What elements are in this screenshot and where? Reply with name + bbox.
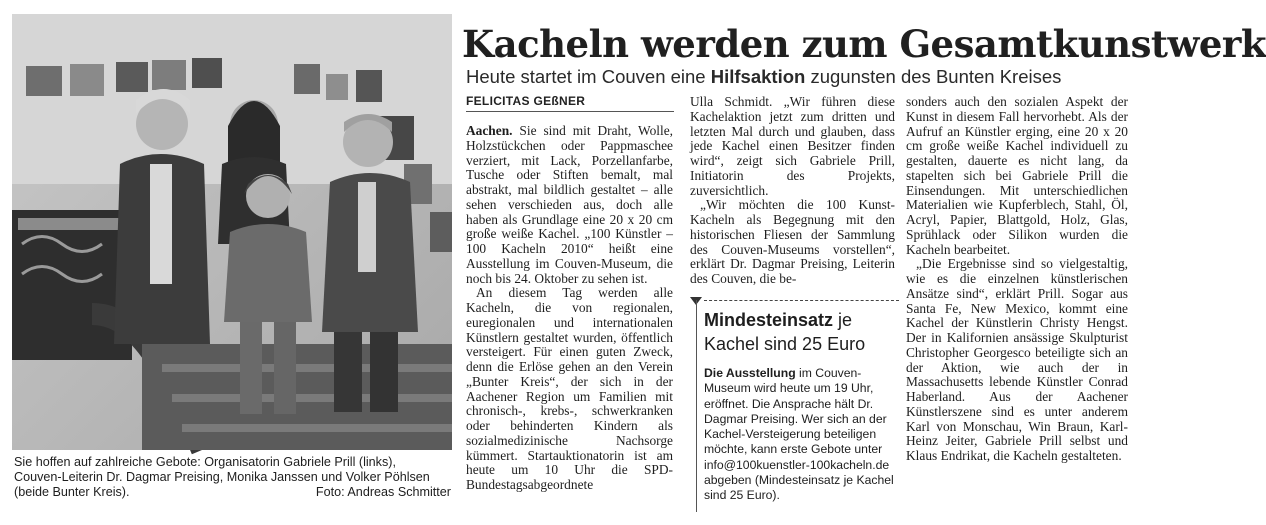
article-column-1 <box>466 124 673 493</box>
paragraph: An diesem Tag werden alle Kacheln, die von regionalen, euregionalen und internationalen Künstlern gestaltet wurden, öffentlich versteigert. Für einen guten Zweck, denn die Erlöse gehen an den Verein „Bunter Kreis“, der sich in der Aachener Region um Familien mit chronisch-, krebs-, schwerkranken oder behinderten Kindern als sozialmedizinische Nachsorge kümmert. Startauktionatorin ist am heute um 10 Uhr die SPD-Bundestagsabgeordnete <box>466 285 673 492</box>
caption-line-end: (beide Bunter Kreis). <box>14 485 130 499</box>
byline-rule <box>466 111 674 112</box>
infobox-heading-rest: je Kachel sind 25 Euro <box>704 310 866 354</box>
photo-illustration <box>12 14 452 450</box>
paragraph-text: Sie sind mit Draht, Wolle, Holzstückchen oder Pappmaschee verziert, mit Lack, Porzellanfarbe, Tusche oder Stiften bemalt, mal abstrakt, mal bildlich gestaltet – alle sehen verschieden aus, doch alle haben als Grundlage eine 20 x 20 cm große weiße Kachel. „100 Künstler – 100 Kacheln 2010“ heißt eine Ausstellung im Couven-Museum, die noch bis 24. Oktober zu sehen ist. <box>466 123 673 286</box>
subhead-post: zugunsten des Bunten Kreises <box>805 66 1062 87</box>
caption-line: Sie hoffen auf zahlreiche Gebote: Organisatorin Gabriele Prill (links), <box>14 455 396 469</box>
photo-credit: Foto: Andreas Schmitter <box>315 485 451 499</box>
dateline: Aachen. <box>466 123 513 138</box>
infobox-rule <box>704 300 899 301</box>
paragraph <box>466 124 673 286</box>
paragraph: Ulla Schmidt. „Wir führen diese Kachelaktion jetzt zum dritten und letzten Mal durch und glauben, dass jede Kachel einen Besitzer finden wird“, zeigt sich Gabriele Prill, Initiatorin des Projekts, zuversichtlich. <box>690 94 895 198</box>
caption-line: Couven-Leiterin Dr. Dagmar Preising, Monika Janssen und Volker Pöhlsen <box>14 470 430 484</box>
subheadline <box>466 66 1131 88</box>
subhead-bold: Hilfsaktion <box>710 66 806 87</box>
subhead-pre: Heute startet im Couven eine <box>466 66 711 87</box>
infobox-heading-bold: Mindesteinsatz <box>704 310 834 330</box>
paragraph: sonders auch den sozialen Aspekt der Kunst in diesem Fall hervorhebt. Als der Aufruf an Künstler erging, eine 20 x 20 cm große weiße Kachel individuell zu gestalten, dauerte es nicht lang, da stapelten sich bei Gabriele Prill die Einsendungen. Mit unterschiedlichen Materialien wie Kupferblech, Stahl, Öl, Acryl, Papier, Blattgold, Holz, Glas, Sprühlack oder Silikon wurden die Kacheln bearbeitet. <box>906 94 1128 257</box>
author-byline: FELICITAS GEßNER <box>466 94 586 108</box>
article-column-2 <box>690 95 895 287</box>
paragraph: „Die Ergebnisse sind so vielgestaltig, wie es die einzelnen künstlerischen Ansätze sind“, erklärt Prill. Sogar aus Santa Fe, New Mexico, kommt eine Kachel der Künstlerin Christy Hengst. Der in Kalifornien ansässige Skulpturist Christopher Georgesco beteiligte sich an der Aktion, wie auch der in Massachusetts lebende Künstler Conrad Haberland. Aus der Aachener Künstlerszene sind es unter anderem Karl von Monschau, Win Braun, Karl-Heinz Jeiter, Gabriele Prill selbst und Klaus Endrikat, die Kacheln gestalteten. <box>906 256 1128 463</box>
paragraph: „Wir möchten die 100 Kunst-Kacheln als Begegnung mit den historischen Fliesen der Sammlung des Couven-Museums vorstellen“, erklärt Dr. Dagmar Preising, Leiterin des Couven, die be- <box>690 197 895 286</box>
infobox-heading <box>704 308 899 356</box>
photo-caption <box>14 455 451 500</box>
infobox-text <box>704 366 899 504</box>
headline: Kacheln werden zum Gesamtkunstwerk <box>462 22 1266 66</box>
infobox-side-rule <box>696 300 697 512</box>
infobox-text-body: im Couven-Museum wird heute um 19 Uhr, eröffnet. Die Ansprache hält Dr. Dagmar Preising. Wer sich an der Kachel-Versteigerung beteiligen möchte, kann erste Gebote unter info@100kuenstler-100kacheln.de abgeben (Mindesteinsatz je Kachel sind 25 Euro). <box>704 366 894 503</box>
article-photo <box>12 14 452 450</box>
article-column-3 <box>906 95 1128 464</box>
caption-line <box>14 485 451 500</box>
infobox-text-bold: Die Ausstellung <box>704 366 796 380</box>
